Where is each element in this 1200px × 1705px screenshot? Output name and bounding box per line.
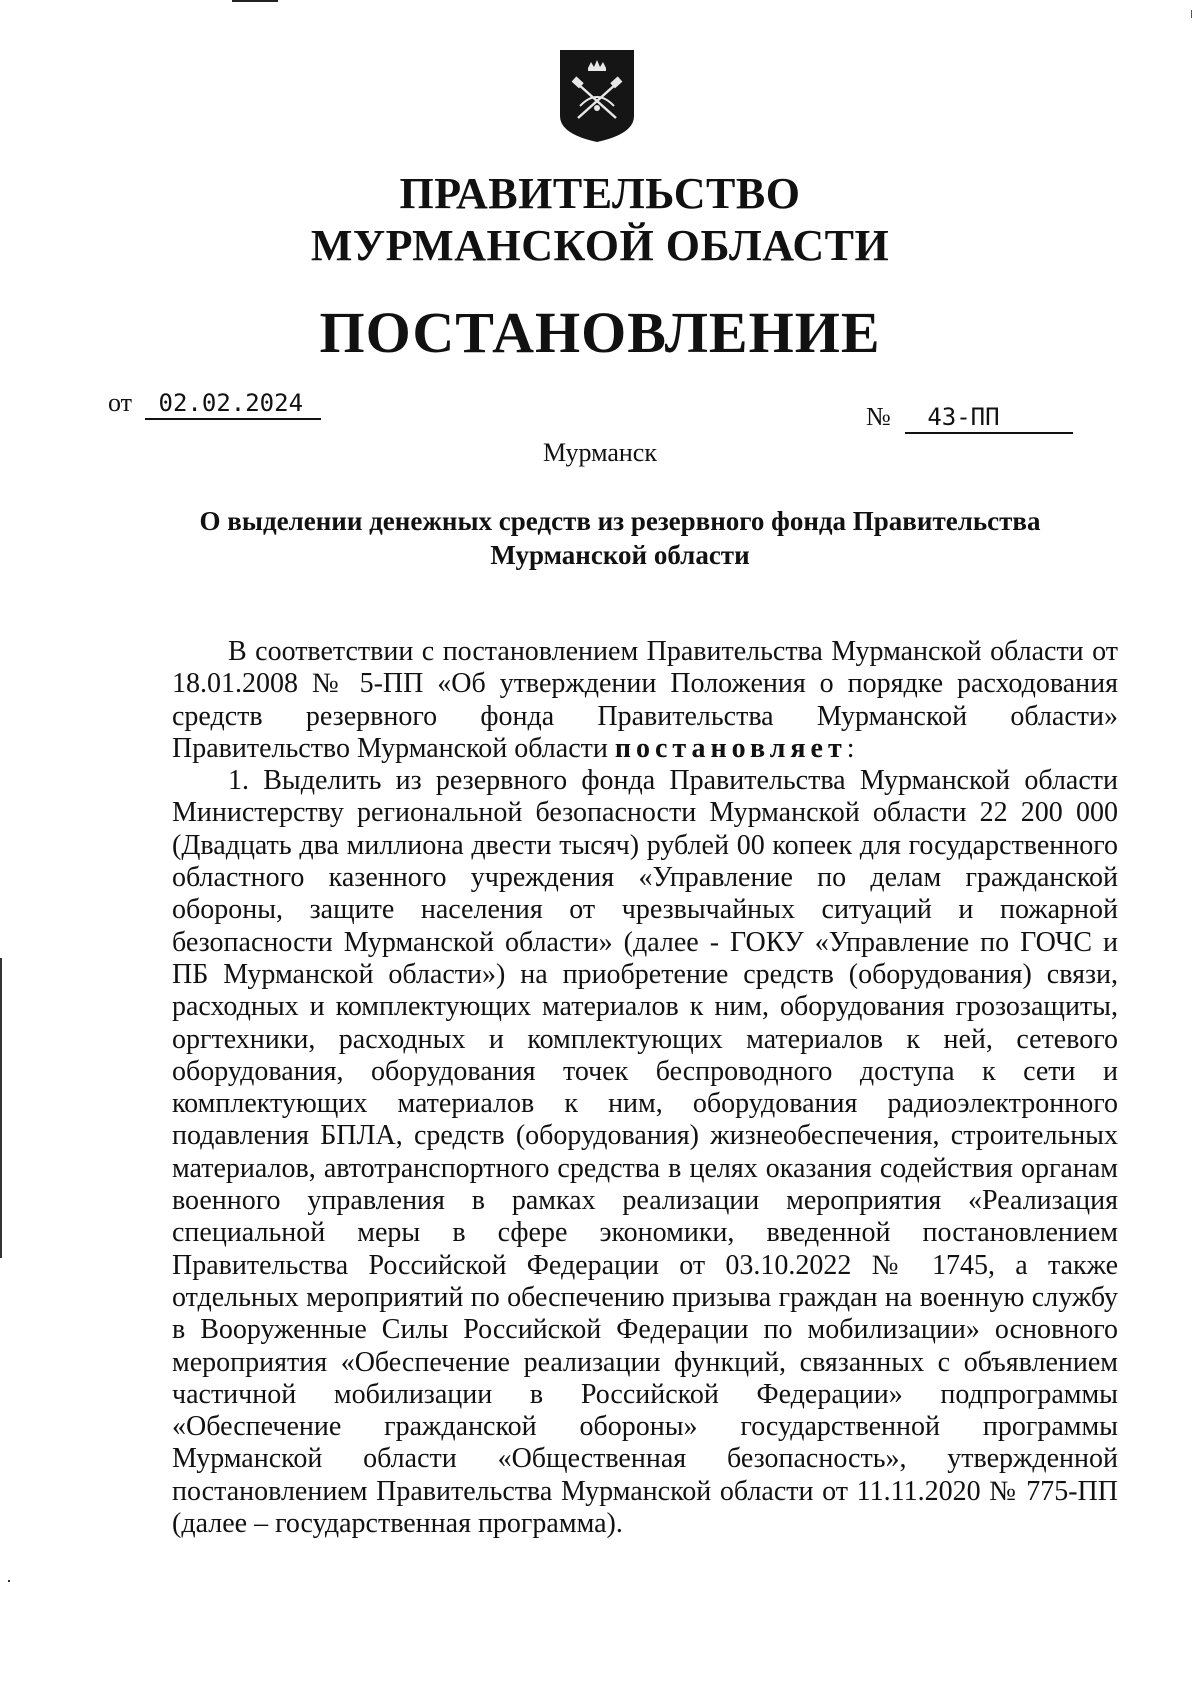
number-prefix: № xyxy=(866,402,891,431)
item-1-paragraph: 1. Выделить из резервного фонда Правительства Мурманской области Министерству региональной безопасности Мурманской области 22 200 000 (Двадцать два миллиона двести тысяч) рублей 00 копеек для государственного областного казенного учреждения «Управление по делам гражданской обороны, защите населения от чрезвычайных ситуаций и пожарной безопасности Мурманской области» (далее - ГОКУ «Управление по ГОЧС и ПБ Мурманской области») на приобретение средств (оборудования) связи, расходных и комплектующих материалов к ним, оборудования грозозащиты, оргтехники, расходных и комплектующих материалов к ней, сетевого оборудования, оборудования точек беспроводного доступа к сети и комплектующих материалов к ним, оборудования радиоэлектронного подавления БПЛА, средств (оборудования) жизнеобеспечения, строительных материалов, автотранспортного средства в целях оказания содействия органам военного управления в рамках реализации мероприятия «Реализация специальной меры в сфере экономики, введенной постановлением Правительства Российской Федерации от 03.10.2022 № 1745, а также отдельных мероприятий по обеспечению призыва граждан на военную службу в Вооруженные Силы Российской Федерации по мобилизации» основного мероприятия «Обеспечение реализации функций, связанных с объявлением частичной мобилизации в Российской Федерации» подпрограммы «Обеспечение гражданской обороны» государственной программы Мурманской области «Общественная безопасность», утвержденной постановлением Правительства Мурманской области от 11.11.2020 № 775-ПП (далее – государственная программа). xyxy=(172,765,1118,1540)
document-date: 02.02.2024 xyxy=(145,388,322,420)
city: Мурманск xyxy=(543,438,657,467)
government-title-line2: МУРМАНСКОЙ ОБЛАСТИ xyxy=(310,221,890,270)
scan-artifact-line xyxy=(232,0,278,2)
scan-artifact-dash xyxy=(1191,10,1192,18)
government-title xyxy=(0,168,1200,272)
document-number: 43-ПП xyxy=(905,402,1073,434)
number-block xyxy=(866,402,1073,434)
intro-text: В соответствии с постановлением Правительства Мурманской области от 18.01.2008 № 5-ПП «Об утверждении Положения о порядке расходования средств резервного фонда Правительства Мурманской области» Правительство Мурманской области xyxy=(172,636,1118,764)
scan-artifact-edge xyxy=(0,958,2,1258)
date-prefix: от xyxy=(108,388,133,417)
intro-end: : xyxy=(846,732,855,764)
decree-word: постановляет xyxy=(614,732,847,764)
document-type: ПОСТАНОВЛЕНИЕ xyxy=(319,300,881,365)
coat-of-arms-icon xyxy=(558,48,636,144)
intro-paragraph xyxy=(172,636,1118,765)
date-block xyxy=(108,388,321,420)
document-subject: О выделении денежных средств из резервного фонда Правительства Мурманской области xyxy=(199,506,1041,570)
government-title-line1: ПРАВИТЕЛЬСТВО xyxy=(399,169,801,218)
scan-artifact-dot xyxy=(8,1580,10,1582)
document-body xyxy=(172,636,1118,1540)
